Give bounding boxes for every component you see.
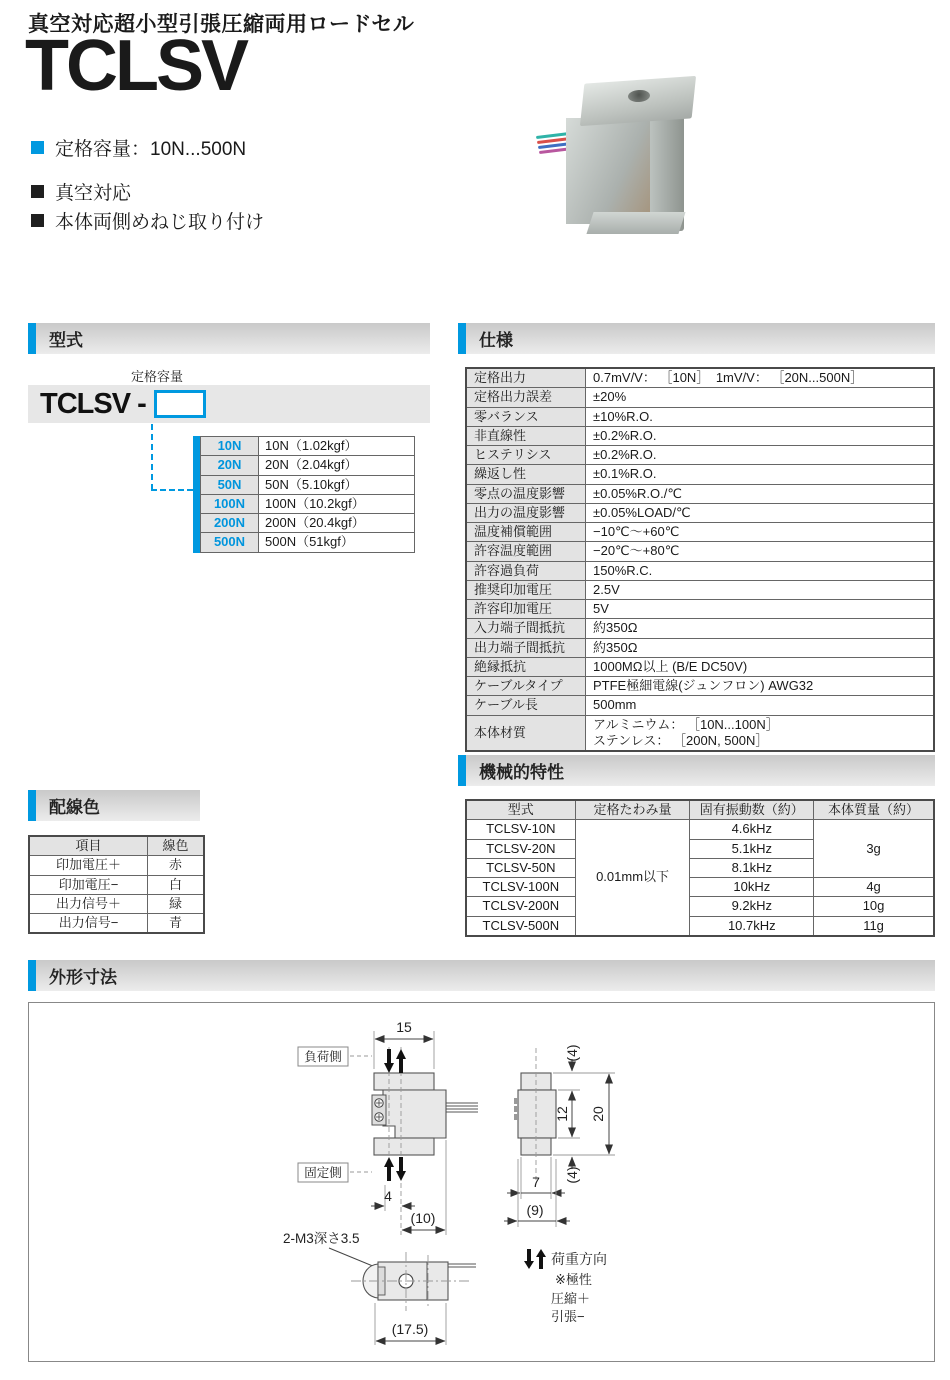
mech-model: TCLSV-500N — [466, 916, 575, 936]
capacity-label: 定格容量 — [130, 369, 183, 384]
spec-value: ±0.2%R.O. — [586, 446, 935, 465]
section-header-mechanical — [458, 755, 935, 786]
spec-value: 150%R.C. — [586, 561, 935, 580]
spec-value: −10℃〜+60℃ — [586, 523, 935, 542]
column-header: 型式 — [466, 800, 575, 820]
feature-vacuum — [31, 178, 131, 205]
section-title: 型式 — [49, 331, 83, 350]
spec-label: ケーブルタイプ — [466, 677, 586, 696]
dim-width-15: 15 — [396, 1019, 412, 1035]
table-row — [466, 878, 934, 897]
option-label: 100N（10.2kgf） — [259, 494, 415, 513]
option-code: 50N — [201, 475, 259, 494]
photo-base-plate — [586, 212, 685, 234]
mech-mass: 3g — [814, 820, 934, 878]
mech-deflection: 0.01mm以下 — [575, 820, 690, 936]
dim-bottom-17-5: (17.5) — [391, 1321, 429, 1337]
table-row — [466, 638, 934, 657]
section-header-spec — [458, 323, 935, 354]
dim-pitch-10: (10) — [410, 1210, 436, 1226]
option-label: 200N（20.4kgf） — [259, 514, 415, 533]
spec-value-line1: アルミニウム： ［10N...100N］ — [593, 716, 779, 732]
spec-label: ヒステリシス — [466, 446, 586, 465]
spec-label: 許容印加電圧 — [466, 600, 586, 619]
section-title: 配線色 — [49, 798, 100, 817]
table-row — [466, 368, 934, 388]
table-row — [466, 426, 934, 445]
feature-mounting — [31, 207, 264, 234]
mech-mass: 10g — [814, 897, 934, 916]
mech-model: TCLSV-100N — [466, 878, 575, 897]
spec-value: 5V — [586, 600, 935, 619]
mech-freq: 9.2kHz — [690, 897, 814, 916]
table-row — [466, 465, 934, 484]
spec-label: 出力端子間抵抗 — [466, 638, 586, 657]
spec-label: 零バランス — [466, 407, 586, 426]
tension-note: 引張− — [551, 1309, 585, 1324]
table-row — [29, 875, 204, 894]
wiring-color: 赤 — [148, 856, 205, 875]
table-row — [466, 503, 934, 522]
table-row — [466, 677, 934, 696]
spec-label: 許容温度範囲 — [466, 542, 586, 561]
side-view — [504, 1044, 615, 1227]
feature-text: 定格容量：10N...500N — [55, 139, 247, 160]
table-row — [201, 494, 415, 513]
load-side-label: 負荷側 — [304, 1050, 342, 1064]
option-label: 10N（1.02kgf） — [259, 437, 415, 456]
table-row — [466, 561, 934, 580]
spec-label: 入力端子間抵抗 — [466, 619, 586, 638]
table-row — [466, 542, 934, 561]
load-arrow-down-icon — [396, 1157, 406, 1181]
wiring-color: 白 — [148, 875, 205, 894]
spec-label: ケーブル長 — [466, 696, 586, 715]
table-row — [466, 580, 934, 599]
spec-value: ±0.1%R.O. — [586, 465, 935, 484]
table-row — [201, 437, 415, 456]
model-code-band — [28, 385, 430, 423]
mech-mass: 4g — [814, 878, 934, 897]
front-view — [298, 1019, 478, 1235]
mech-freq: 10.7kHz — [690, 916, 814, 936]
dim-side-body-12: 12 — [554, 1106, 570, 1122]
column-header: 線色 — [148, 836, 205, 856]
model-prefix: TCLSV - — [40, 387, 146, 420]
table-header-row — [466, 800, 934, 820]
square-bullet-black-icon — [31, 214, 44, 227]
table-row — [201, 475, 415, 494]
spec-value: −20℃〜+80℃ — [586, 542, 935, 561]
spec-label: 出力の温度影響 — [466, 503, 586, 522]
connector-dashed-vertical — [151, 424, 153, 490]
spec-value: 500mm — [586, 696, 935, 715]
load-arrow-up-icon — [396, 1049, 406, 1073]
feature-capacity — [31, 134, 246, 161]
product-photo — [538, 70, 716, 238]
load-arrow-up-icon — [384, 1157, 394, 1181]
spec-value: 2.5V — [586, 580, 935, 599]
screw-note-label: 2-M3深さ3.5 — [283, 1231, 360, 1246]
mechanical-table — [465, 799, 935, 937]
section-header-model — [28, 323, 430, 354]
column-header: 定格たわみ量 — [575, 800, 690, 820]
table-row — [466, 407, 934, 426]
table-row — [466, 388, 934, 407]
spec-label: 推奨印加電圧 — [466, 580, 586, 599]
table-row — [466, 897, 934, 916]
section-title: 機械的特性 — [479, 763, 564, 782]
table-row — [466, 484, 934, 503]
option-code: 10N — [201, 437, 259, 456]
table-row — [29, 894, 204, 913]
bottom-view — [283, 1231, 476, 1345]
column-header: 固有振動数（約） — [690, 800, 814, 820]
mech-mass: 11g — [814, 916, 934, 936]
spec-label: 許容過負荷 — [466, 561, 586, 580]
square-bullet-blue-icon — [31, 141, 44, 154]
spec-value — [586, 715, 935, 751]
spec-value: PTFE極細電線(ジュンフロン) AWG32 — [586, 677, 935, 696]
wiring-item: 出力信号− — [29, 914, 148, 934]
spec-table — [465, 367, 935, 752]
spec-value: ±20% — [586, 388, 935, 407]
table-row — [466, 619, 934, 638]
table-row — [466, 446, 934, 465]
spec-value: 約350Ω — [586, 638, 935, 657]
dim-side-width-7: 7 — [532, 1174, 540, 1190]
table-row — [201, 456, 415, 475]
load-direction-legend — [524, 1249, 607, 1324]
table-row — [466, 600, 934, 619]
wiring-table — [28, 835, 205, 934]
table-row — [466, 657, 934, 676]
spec-value: ±10%R.O. — [586, 407, 935, 426]
wiring-item: 印加電圧− — [29, 875, 148, 894]
spec-label: 定格出力誤差 — [466, 388, 586, 407]
spec-label: 絶縁抵抗 — [466, 657, 586, 676]
spec-value: ±0.05%LOAD/℃ — [586, 503, 935, 522]
table-row — [201, 533, 415, 552]
spec-label: 非直線性 — [466, 426, 586, 445]
option-code: 500N — [201, 533, 259, 552]
dim-side-top-4: (4) — [564, 1044, 580, 1062]
table-row — [466, 523, 934, 542]
spec-label: 本体材質 — [466, 715, 586, 751]
load-arrow-down-icon — [384, 1049, 394, 1073]
dim-side-bottom-4: (4) — [564, 1166, 580, 1184]
spec-value: 0.7mV/V： ［10N］ 1mV/V： ［20N...500N］ — [586, 368, 935, 388]
dimension-drawing-box — [28, 1002, 935, 1362]
feature-text: 本体両側めねじ取り付け — [55, 212, 265, 233]
dim-side-depth-9: (9) — [526, 1202, 544, 1218]
mech-model: TCLSV-200N — [466, 897, 575, 916]
option-label: 500N（51kgf） — [259, 533, 415, 552]
option-label: 20N（2.04kgf） — [259, 456, 415, 475]
connector-dashed-horizontal — [151, 489, 193, 491]
capacity-options-table — [200, 436, 415, 553]
mech-freq: 10kHz — [690, 878, 814, 897]
mech-freq: 4.6kHz — [690, 820, 814, 839]
table-row — [466, 916, 934, 936]
table-row — [29, 856, 204, 875]
square-bullet-black-icon — [31, 185, 44, 198]
product-subtitle: 真空対応超小型引張圧縮両用ロードセル — [28, 13, 415, 36]
compression-note: 圧縮＋ — [551, 1291, 591, 1306]
dimension-drawing — [29, 1003, 934, 1361]
dim-offset-4: 4 — [384, 1188, 392, 1204]
wiring-item: 印加電圧＋ — [29, 856, 148, 875]
capacity-code-box — [154, 390, 206, 418]
table-row — [466, 715, 934, 751]
wiring-color: 青 — [148, 914, 205, 934]
spec-value: 1000MΩ以上 (B/E DC50V) — [586, 657, 935, 676]
section-header-dimensions — [28, 960, 935, 991]
wiring-item: 出力信号＋ — [29, 894, 148, 913]
product-title: TCLSV — [25, 26, 247, 106]
section-title: 仕様 — [479, 331, 513, 350]
load-direction-label: 荷重方向 — [551, 1251, 607, 1267]
feature-text: 真空対応 — [55, 183, 132, 204]
spec-label: 零点の温度影響 — [466, 484, 586, 503]
spec-value: ±0.05%R.O./℃ — [586, 484, 935, 503]
table-row — [201, 514, 415, 533]
spec-label: 定格出力 — [466, 368, 586, 388]
spec-value-line2: ステンレス： ［200N, 500N］ — [593, 732, 769, 748]
mech-freq: 5.1kHz — [690, 839, 814, 858]
mech-model: TCLSV-20N — [466, 839, 575, 858]
option-code: 100N — [201, 494, 259, 513]
column-header: 項目 — [29, 836, 148, 856]
load-arrow-up-icon — [536, 1249, 546, 1269]
spec-label: 繰返し性 — [466, 465, 586, 484]
table-row — [29, 914, 204, 934]
spec-value: ±0.2%R.O. — [586, 426, 935, 445]
section-title: 外形寸法 — [49, 968, 117, 987]
load-arrow-down-icon — [524, 1249, 534, 1269]
mech-freq: 8.1kHz — [690, 858, 814, 877]
mech-model: TCLSV-50N — [466, 858, 575, 877]
polarity-note: ※極性 — [555, 1272, 592, 1287]
wiring-color: 緑 — [148, 894, 205, 913]
fixed-side-label: 固定側 — [304, 1166, 342, 1180]
option-code: 20N — [201, 456, 259, 475]
column-header: 本体質量（約） — [814, 800, 934, 820]
section-header-wiring — [28, 790, 200, 821]
table-row — [466, 696, 934, 715]
table-header-row — [29, 836, 204, 856]
capacity-options — [193, 436, 415, 553]
spec-label: 温度補償範囲 — [466, 523, 586, 542]
table-row — [466, 820, 934, 839]
option-label: 50N（5.10kgf） — [259, 475, 415, 494]
mech-model: TCLSV-10N — [466, 820, 575, 839]
option-code: 200N — [201, 514, 259, 533]
spec-value: 約350Ω — [586, 619, 935, 638]
dim-side-total-20: 20 — [590, 1106, 606, 1122]
